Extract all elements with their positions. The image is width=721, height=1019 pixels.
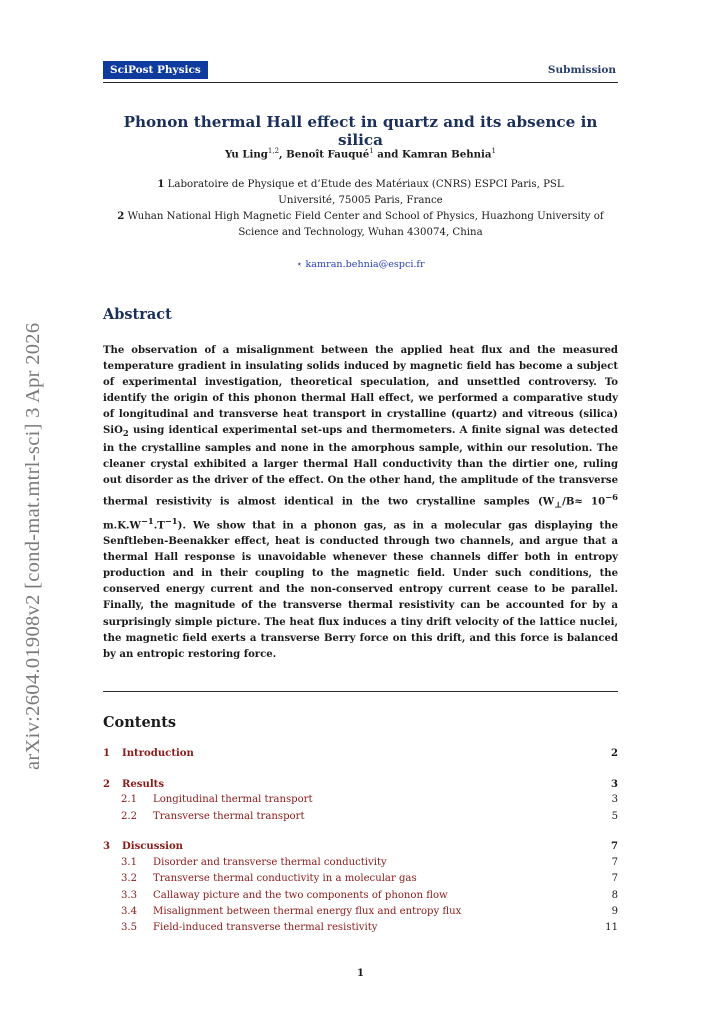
author-name: Benoît Fauqué — [286, 148, 370, 161]
toc-entry-number: 2 — [103, 779, 111, 790]
toc-entry-page: 11 — [605, 922, 618, 933]
toc-entry-number: 3.5 — [121, 922, 138, 933]
abstract-text: m.K.W — [103, 520, 141, 532]
abstract-text: .T — [153, 520, 165, 532]
toc-entry-number: 3.2 — [121, 873, 138, 884]
author-affil-sup: 1 — [369, 147, 374, 155]
toc-entry[interactable] — [103, 922, 618, 937]
toc-entry-link[interactable]: Misalignment between thermal energy flux and entropy flux — [153, 906, 462, 917]
toc-entry-link[interactable]: Disorder and transverse thermal conductivity — [153, 857, 387, 868]
toc-entry-page: 7 — [611, 873, 618, 884]
toc-entry-link[interactable]: Introduction — [122, 748, 194, 759]
toc-entry-page: 7 — [611, 857, 618, 868]
affiliation-text: Laboratoire de Physique et d’Etude des Matériaux (CNRS) ESPCI Paris, PSL Université, 75005 Paris, France — [167, 179, 564, 207]
toc-entry-page: 3 — [611, 794, 618, 805]
toc-entry-number: 3.4 — [121, 906, 138, 917]
toc-entry-number: 3.1 — [121, 857, 138, 868]
section-divider — [103, 691, 618, 692]
toc-entry-link[interactable]: Callaway picture and the two components of phonon flow — [153, 890, 448, 901]
author-separator: , — [279, 148, 287, 161]
submission-label: Submission — [547, 64, 616, 76]
subscript: 2 — [122, 428, 129, 439]
toc-entry[interactable] — [103, 906, 618, 921]
author-affil-sup: 1,2 — [267, 147, 280, 155]
toc-entry-page: 8 — [611, 890, 618, 901]
toc-entry-link[interactable]: Discussion — [122, 841, 184, 852]
toc-entry[interactable] — [103, 748, 618, 763]
author-name: Kamran Behnia — [401, 148, 492, 161]
toc-entry-page: 9 — [611, 906, 618, 917]
paper-title: Phonon thermal Hall effect in quartz and its absence in silica — [123, 113, 598, 149]
toc-entry-number: 3.3 — [121, 890, 138, 901]
toc-entry-number: 1 — [103, 748, 111, 759]
abstract-text: The observation of a misalignment between the applied heat flux and the measured temperature gradient in insulating solids induced by magnetic field has become a subject of experimental investigation, theoretical speculation, and unsettled controversy. To identify the origin of this phonon thermal Hall effect, we performed a comparative study of longitudinal and transverse heat transport in crystalline (quartz) and vitreous (silica) SiO — [103, 345, 618, 437]
toc-entry[interactable] — [103, 890, 618, 905]
affiliation-number: 2 — [117, 210, 125, 222]
toc-entry-page: 7 — [610, 841, 618, 852]
toc-entry-link[interactable]: Field-induced transverse thermal resistivity — [153, 922, 378, 933]
abstract-heading: Abstract — [103, 306, 172, 323]
arxiv-identifier: arXiv:2604.01908v2 [cond-mat.mtrl-sci] 3 Apr 2026 — [22, 322, 44, 770]
abstract-body — [103, 343, 618, 663]
superscript: −6 — [605, 492, 618, 503]
toc-entry-page: 5 — [611, 811, 618, 822]
superscript: −1 — [164, 515, 178, 526]
toc-entry[interactable] — [103, 779, 618, 794]
toc-entry-number: 2.2 — [121, 811, 138, 822]
toc-entry-link[interactable]: Transverse thermal transport — [153, 811, 305, 822]
journal-header — [103, 60, 618, 83]
toc-entry-link[interactable]: Longitudinal thermal transport — [153, 794, 313, 805]
affiliation-1 — [103, 176, 618, 210]
toc-entry[interactable] — [103, 841, 618, 856]
author-name: Yu Ling — [225, 148, 268, 161]
toc-entry[interactable] — [103, 794, 618, 809]
toc-entry[interactable] — [103, 857, 618, 872]
author-separator: and — [373, 148, 402, 161]
subscript: ⊥ — [554, 499, 563, 510]
contents-heading: Contents — [103, 714, 177, 731]
toc-entry-page: 3 — [610, 779, 618, 790]
abstract-text: /B≈ 10 — [562, 496, 606, 508]
superscript: −1 — [140, 515, 154, 526]
toc-entry-link[interactable]: Transverse thermal conductivity in a molecular gas — [153, 873, 417, 884]
toc-entry-number: 3 — [103, 841, 111, 852]
affiliation-2 — [103, 208, 618, 242]
corresponding-email-link[interactable]: ⋆ kamran.behnia@espci.fr — [296, 259, 425, 270]
abstract-text: ). We show that in a phonon gas, as in a molecular gas displaying the Senftleben-Beenakker effect, heat is conducted through two channels, and argue that a thermal Hall response is unavoidable whenever these channels differ both in entropy production and in their coupling to the magnetic field. Under such conditions, the conserved energy current and the non-conserved entropy current cease to be parallel. Finally, the magnitude of the transverse thermal resistivity can be accounted for by a surprisingly simple picture. The heat flux induces a tiny drift velocity of the lattice nuclei, the magnetic field exerts a transverse Berry force on this drift, and this force is balanced by an entropic restoring force. — [103, 520, 618, 660]
author-affil-sup: 1 — [491, 147, 496, 155]
journal-badge[interactable]: SciPost Physics — [103, 61, 208, 79]
toc-entry[interactable] — [103, 811, 618, 826]
page-number: 1 — [357, 968, 364, 979]
affiliation-number: 1 — [157, 178, 165, 190]
toc-entry-number: 2.1 — [121, 794, 138, 805]
toc-entry-page: 2 — [610, 748, 618, 759]
toc-entry-link[interactable]: Results — [122, 779, 165, 790]
toc-entry[interactable] — [103, 873, 618, 888]
author-list — [103, 147, 618, 160]
affiliation-text: Wuhan National High Magnetic Field Center and School of Physics, Huazhong University of Science and Technology, Wuhan 430074, China — [127, 211, 604, 239]
abstract-text: using identical experimental set-ups and thermometers. A finite signal was detected in the crystalline samples and none in the amorphous sample, within our resolution. The cleaner crystal exhibited a larger thermal Hall conductivity than the dirtier one, ruling out disorder as the driver of the effect. On the other hand, the amplitude of the transverse thermal resistivity is almost identical in the two crystalline samples (W — [103, 425, 618, 508]
